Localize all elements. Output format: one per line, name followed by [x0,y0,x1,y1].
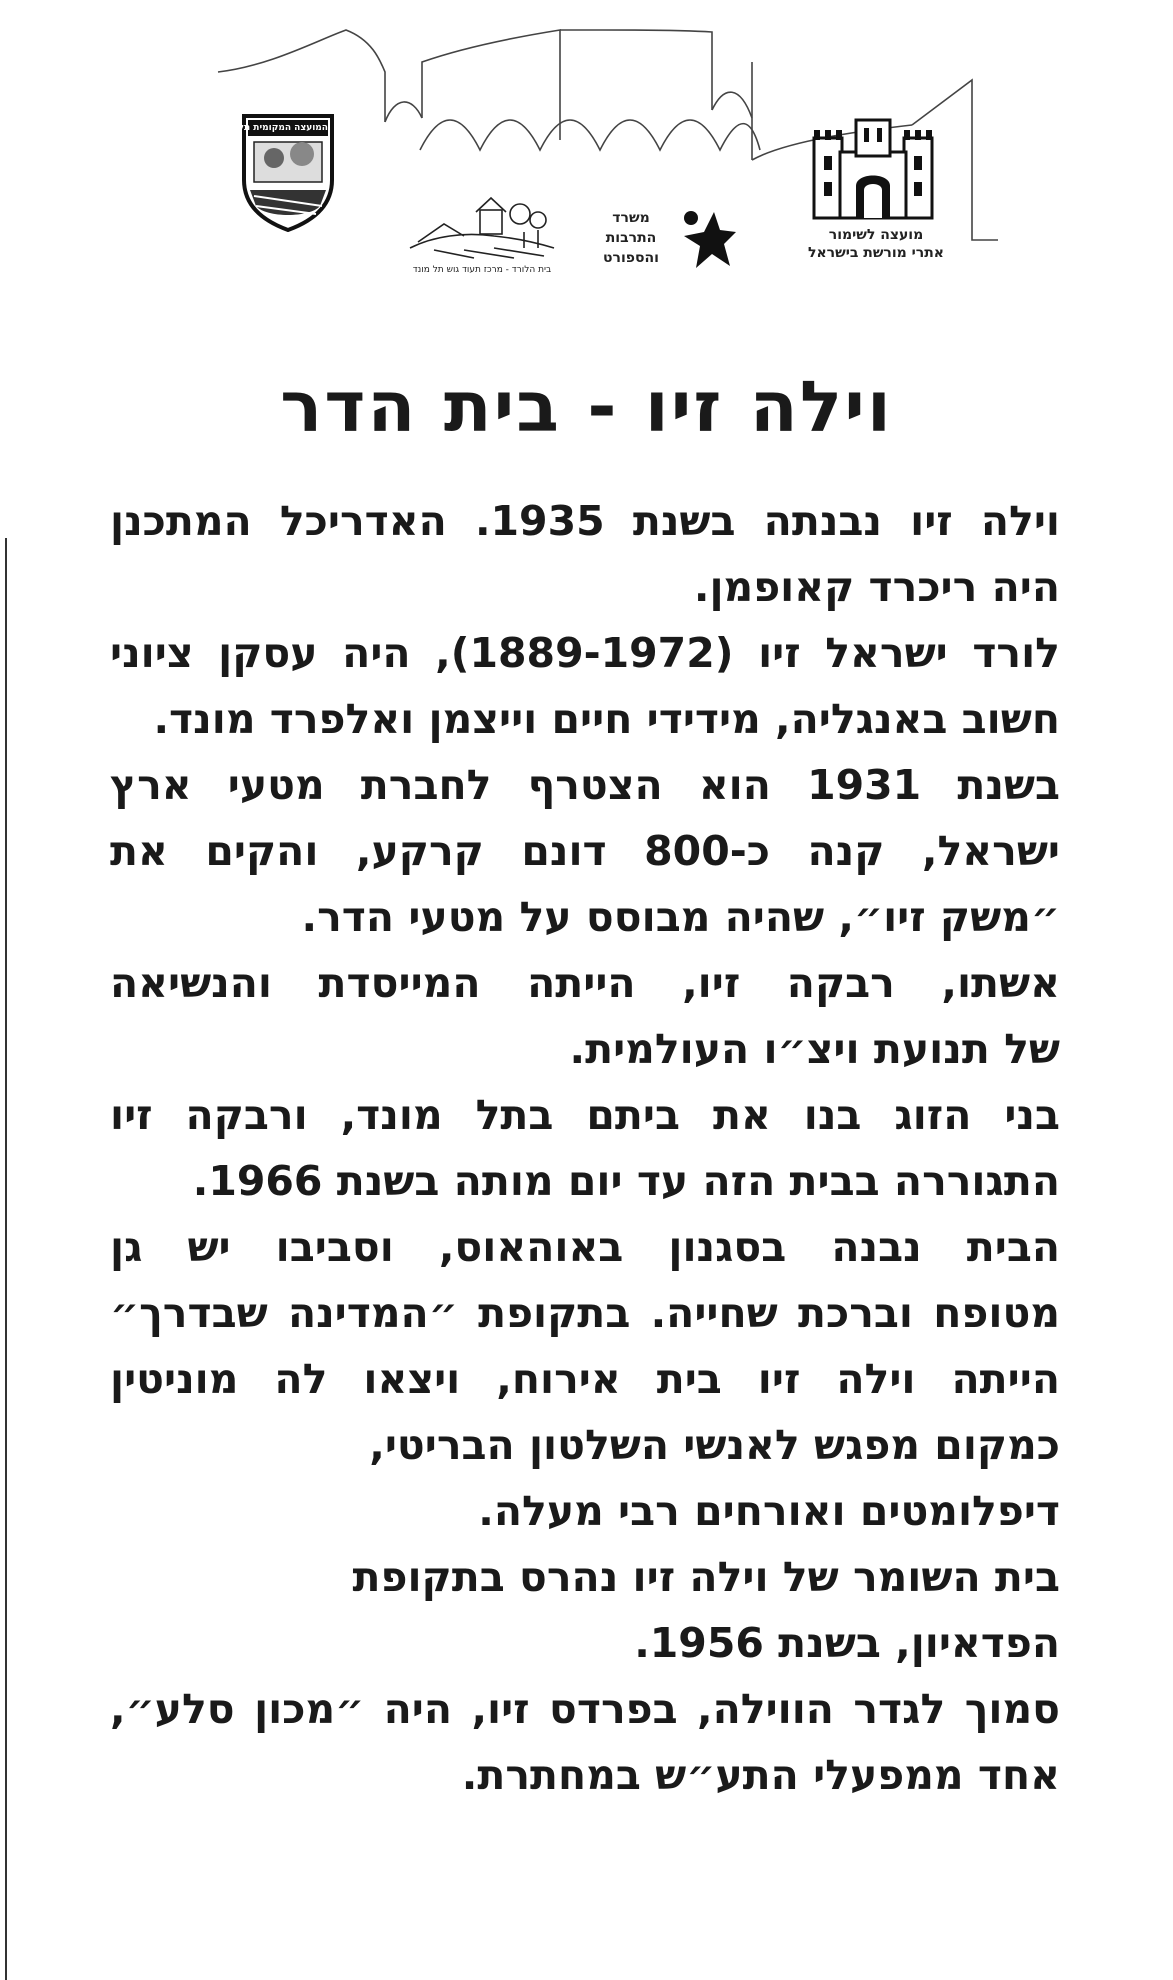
council-line-1: מועצה לשימור [828,227,924,243]
body-line: בני הזוג בנו את ביתם בתל מונד, ורבקה זיו [110,1091,1060,1139]
body-line: היה ריכרד קאופמן. [693,563,1060,611]
body-line: ״משק זיו״, שהיה מבוסס על מטעי הדר. [301,893,1060,941]
body-line: כמקום מפגש לאנשי השלטון הבריטי, [369,1421,1060,1469]
body-line: חשוב באנגליה, מידידי חיים וייצמן ואלפרד מונד. [153,695,1060,743]
body-line: סמוך לגדר הווילה, בפרדס זיו, היה ״מכון סלע״, [110,1685,1060,1733]
council-logo [790,116,962,262]
left-margin-rule [5,538,7,1980]
body-line: הבית נבנה בסגנון באוהאוס, וסביבו יש גן [110,1223,1060,1271]
header-frame-outline [0,0,1173,300]
body-paragraph [110,488,1060,1808]
beit-halord-logo [404,192,560,278]
ministry-line-3: והספורט [603,250,659,266]
body-line: הייתה וילה זיו בית אירוח, ויצאו לה מוניטין [110,1355,1060,1403]
body-line: מטופח וברכת שחייה. בתקופת ״המדינה שבדרך״ [110,1289,1060,1337]
municipality-banner: המועצה המקומית תל מונד [216,123,328,133]
body-line: הפדאיון, בשנת 1956. [634,1619,1060,1667]
star-figure-icon [674,208,736,272]
body-line: התגוררה בבית הזה עד יום מותה בשנת 1966. [192,1157,1060,1205]
ministry-logo [594,208,738,284]
beit-halord-caption: בית הלורד - מרכז תעוד גוש תל מונד [412,265,552,275]
body-line: אחד ממפעלי התע״ש במחתרת. [461,1751,1060,1799]
page-title: וילה זיו - בית הדר [280,366,893,448]
castle-gate-icon [810,116,936,222]
body-line: דיפלומטים ואורחים רבי מעלה. [478,1487,1060,1535]
body-line: וילה זיו נבנתה בשנת 1935. האדריכל המתכנן [110,497,1060,545]
body-line: בית השומר של וילה זיו נהרס בתקופת [352,1553,1060,1601]
body-line: של תנועת ויצ״ו העולמית. [569,1025,1060,1073]
body-line: ישראל, קנה כ-800 דונם קרקע, והקים את [110,827,1060,875]
body-line: אשתו, רבקה זיו, הייתה המייסדת והנשיאה [110,959,1060,1007]
body-line: בשנת 1931 הוא הצטרף לחברת מטעי ארץ [110,761,1060,809]
council-line-2: אתרי מורשת בישראל [808,245,944,261]
ministry-line-1: משרד [612,210,650,226]
ministry-line-2: התרבות [605,230,657,246]
municipality-logo [216,110,336,232]
body-line: לורד ישראל זיו (1889-1972), היה עסקן ציוני [110,629,1060,677]
farm-sketch-icon [404,192,560,264]
